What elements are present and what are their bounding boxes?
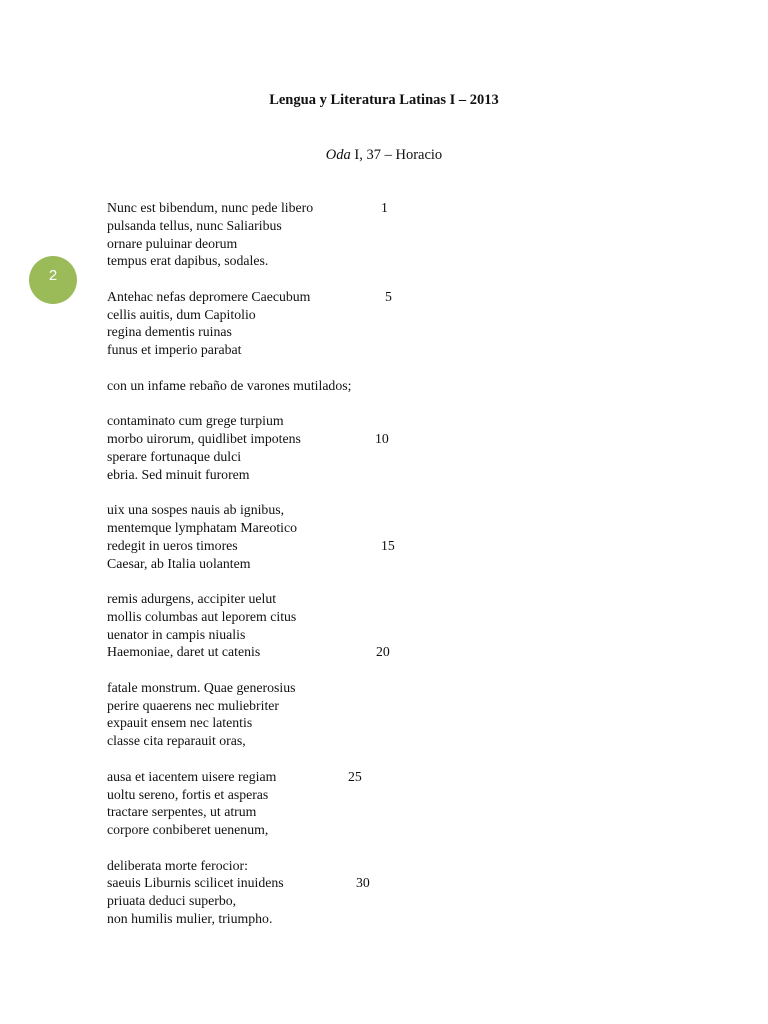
poem-line xyxy=(107,501,527,519)
poem-stanza xyxy=(107,199,527,270)
poem-stanza xyxy=(107,501,527,572)
document-title: Lengua y Literatura Latinas I – 2013 xyxy=(269,92,499,108)
poem-line-text: tempus erat dapibus, sodales. xyxy=(107,253,269,269)
poem-line xyxy=(107,235,527,253)
poem-line xyxy=(107,519,527,537)
poem-line xyxy=(107,252,527,270)
poem-line-text: tractare serpentes, ut atrum xyxy=(107,804,257,820)
poem-stanza xyxy=(107,377,527,395)
poem-subtitle xyxy=(0,145,768,165)
poem-line-text: ausa et iacentem uisere regiam xyxy=(107,768,277,784)
poem-body xyxy=(107,199,527,945)
poem-line-text: uix una sospes nauis ab ignibus, xyxy=(107,502,285,518)
poem-line-text: ornare puluinar deorum xyxy=(107,235,238,251)
poem-stanza xyxy=(107,288,527,359)
poem-line-text: classe cita reparauit oras, xyxy=(107,733,246,749)
poem-line xyxy=(107,412,527,430)
poem-line xyxy=(107,697,527,715)
line-number: 30 xyxy=(356,875,370,891)
page-number-badge: 2 xyxy=(29,256,77,304)
poem-line xyxy=(107,643,527,661)
poem-line-text: con un infame rebaño de varones mutilados; xyxy=(107,377,352,393)
poem-stanza xyxy=(107,768,527,839)
poem-line-text: ebria. Sed minuit furorem xyxy=(107,466,250,482)
line-number: 25 xyxy=(348,768,362,784)
poem-line xyxy=(107,323,527,341)
poem-line-text: regina dementis ruinas xyxy=(107,324,232,340)
poem-line-text: sperare fortunaque dulci xyxy=(107,448,242,464)
poem-line-text: uoltu sereno, fortis et asperas xyxy=(107,786,269,802)
line-number: 20 xyxy=(376,644,390,660)
poem-line-text: Nunc est bibendum, nunc pede libero xyxy=(107,200,314,215)
poem-line-text: cellis auitis, dum Capitolio xyxy=(107,306,256,322)
poem-line xyxy=(107,821,527,839)
poem-line-text: fatale monstrum. Quae generosius xyxy=(107,679,296,695)
poem-line-text: remis adurgens, accipiter uelut xyxy=(107,590,277,606)
poem-line xyxy=(107,679,527,697)
poem-line xyxy=(107,341,527,359)
poem-stanza xyxy=(107,412,527,483)
poem-line-text: pulsanda tellus, nunc Saliaribus xyxy=(107,217,282,233)
poem-line xyxy=(107,910,527,928)
poem-line-text: mollis columbas aut leporem citus xyxy=(107,608,297,624)
poem-line xyxy=(107,555,527,573)
poem-line-text: Antehac nefas depromere Caecubum xyxy=(107,288,311,304)
poem-reference: I, 37 – Horacio xyxy=(350,147,443,163)
poem-line xyxy=(107,537,527,555)
poem-line-text: morbo uirorum, quidlibet impotens xyxy=(107,431,301,447)
poem-line xyxy=(107,430,527,448)
poem-line-text: perire quaerens nec muliebriter xyxy=(107,697,279,713)
poem-line-text: Haemoniae, daret ut catenis xyxy=(107,644,261,660)
line-number: 10 xyxy=(375,431,389,447)
poem-line xyxy=(107,288,527,306)
poem-line xyxy=(107,803,527,821)
poem-line xyxy=(107,199,527,217)
poem-line xyxy=(107,306,527,324)
poem-line-text: corpore conbiberet uenenum, xyxy=(107,822,269,838)
poem-line xyxy=(107,892,527,910)
poem-line xyxy=(107,786,527,804)
poem-line-text: non humilis mulier, triumpho. xyxy=(107,911,273,926)
poem-line-text: expauit ensem nec latentis xyxy=(107,715,253,731)
poem-line-text: saeuis Liburnis scilicet inuidens xyxy=(107,875,284,891)
poem-line xyxy=(107,874,527,892)
poem-line xyxy=(107,714,527,732)
poem-line-text: priuata deduci superbo, xyxy=(107,893,237,909)
poem-line xyxy=(107,732,527,750)
poem-line-text: redegit in ueros timores xyxy=(107,537,238,553)
line-number: 1 xyxy=(381,200,388,215)
poem-stanza xyxy=(107,590,527,661)
poem-line xyxy=(107,217,527,235)
poem-line xyxy=(107,466,527,484)
poem-line-text: uenator in campis niualis xyxy=(107,626,246,642)
poem-line-text: deliberata morte ferocior: xyxy=(107,857,248,873)
poem-line xyxy=(107,448,527,466)
poem-line xyxy=(107,626,527,644)
poem-line-text: mentemque lymphatam Mareotico xyxy=(107,519,298,535)
poem-line xyxy=(107,857,527,875)
poem-work-title: Oda xyxy=(325,147,351,163)
poem-line xyxy=(107,590,527,608)
poem-stanza xyxy=(107,857,527,928)
poem-line-text: Caesar, ab Italia uolantem xyxy=(107,555,251,571)
poem-line xyxy=(107,377,527,395)
line-number: 5 xyxy=(385,288,392,304)
poem-line xyxy=(107,608,527,626)
poem-stanza xyxy=(107,679,527,750)
poem-line xyxy=(107,768,527,786)
poem-line-text: contaminato cum grege turpium xyxy=(107,413,284,429)
line-number: 15 xyxy=(381,537,395,553)
poem-line-text: funus et imperio parabat xyxy=(107,342,242,358)
